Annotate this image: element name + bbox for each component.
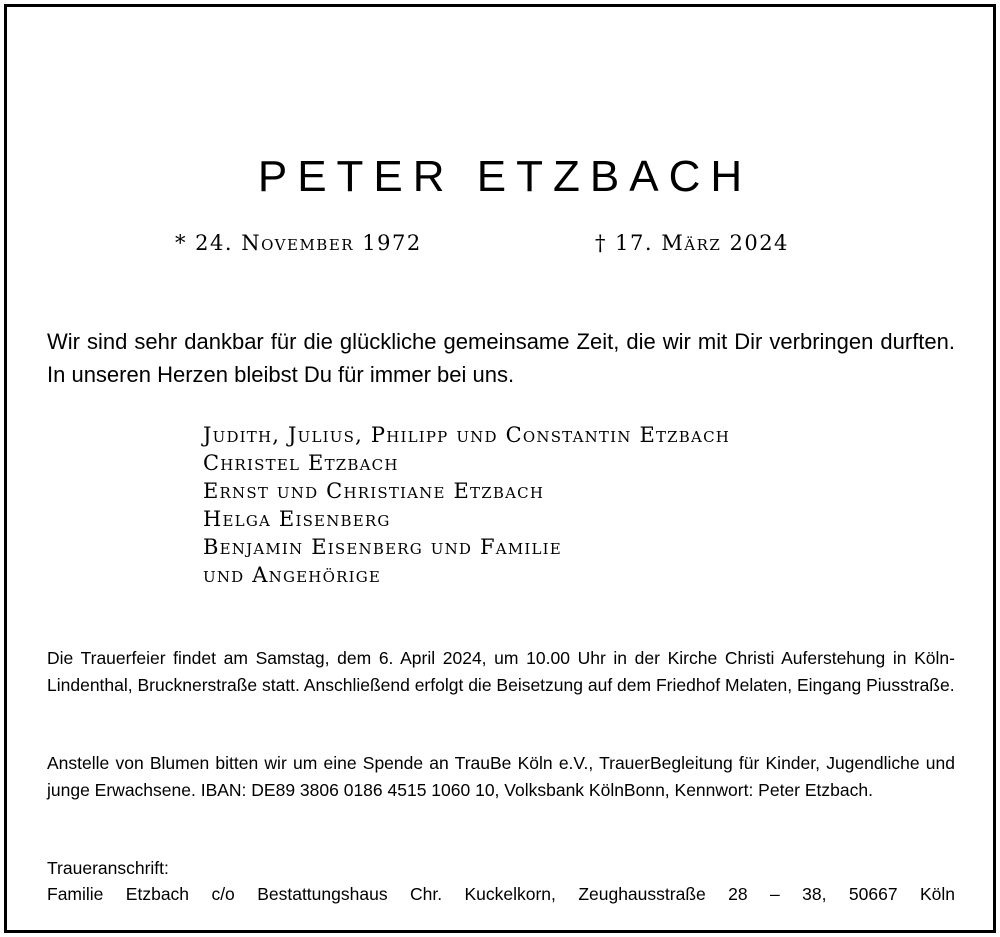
mourners-list xyxy=(203,421,730,589)
address-label: Traueranschrift: xyxy=(47,858,169,878)
deceased-name: PETER ETZBACH xyxy=(257,152,753,201)
birth-date: * 24. November 1972 xyxy=(175,231,422,255)
mourning-address: Familie Etzbach c/o Bestattungshaus Chr. Kuckelkorn, Zeughausstraße 28 – 38, 50667 Köln xyxy=(47,884,955,904)
mourner-entry: Ernst und Christiane Etzbach xyxy=(203,479,545,503)
mourner-entry: Christel Etzbach xyxy=(203,451,399,475)
mourner-entry: Judith, Julius, Philipp und Constantin Etzbach xyxy=(203,423,731,447)
mourner-entry: Helga Eisenberg xyxy=(203,507,391,531)
mourner-entry: und Angehörige xyxy=(203,563,382,587)
obituary-notice xyxy=(4,4,996,933)
mourner-entry: Benjamin Eisenberg und Familie xyxy=(203,535,562,559)
funeral-info: Die Trauerfeier findet am Samstag, dem 6. April 2024, um 10.00 Uhr in der Kirche Christi Auferstehung in Köln-Lindenthal, Brucknerstraße statt. Anschließend erfolgt die Beisetzung auf dem Friedhof Melaten, Eingang Piusstraße. xyxy=(47,648,955,695)
donation-info: Anstelle von Blumen bitten wir um eine Spende an TrauBe Köln e.V., TrauerBegleitung für Kinder, Jugendliche und junge Erwachsene. IBAN: DE89 3806 0186 4515 1060 10, Volksbank KölnBonn, Kennwort: Peter Etzbach. xyxy=(47,753,955,800)
memorial-quote: Wir sind sehr dankbar für die glückliche gemeinsame Zeit, die wir mit Dir verbringen durften. In unseren Herzen bleibst Du für immer bei uns. xyxy=(47,329,955,387)
death-date: † 17. März 2024 xyxy=(595,231,789,255)
